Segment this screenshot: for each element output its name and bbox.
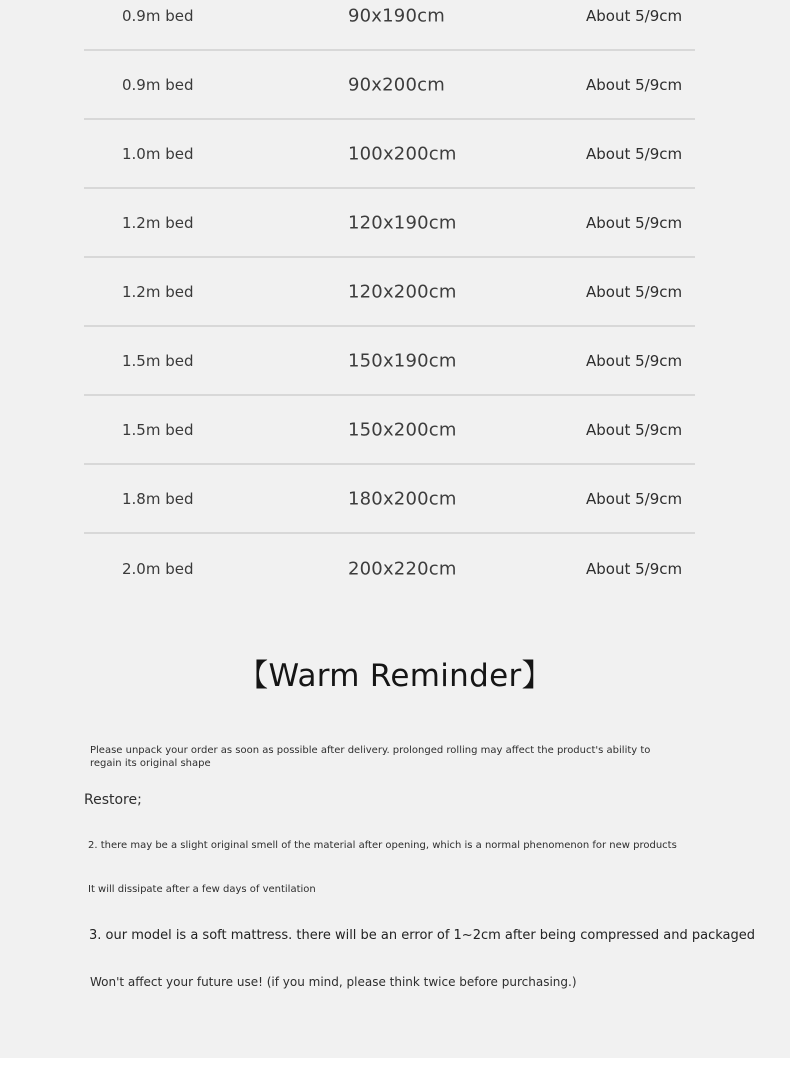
unpack-notice: Please unpack your order as soon as possible after delivery. prolonged rolling may affect the product's ability to regain its original shape <box>90 745 651 769</box>
table-row <box>84 396 695 465</box>
table-row <box>84 534 695 603</box>
bed-size-cell: 1.5m bed <box>122 351 194 370</box>
dimensions-cell: 150x200cm <box>348 419 457 440</box>
bed-size-cell: 0.9m bed <box>122 75 194 94</box>
thickness-cell: About 5/9cm <box>586 489 683 508</box>
dimensions-cell: 180x200cm <box>348 488 457 509</box>
dimensions-cell: 150x190cm <box>348 350 457 371</box>
thickness-cell: About 5/9cm <box>586 420 683 439</box>
thickness-cell: About 5/9cm <box>586 559 683 578</box>
smell-notice: 2. there may be a slight original smell of the material after opening, which is a normal phenomenon for new products <box>88 840 677 851</box>
size-table <box>84 0 695 603</box>
table-row <box>84 258 695 327</box>
bed-size-cell: 1.5m bed <box>122 420 194 439</box>
dimensions-cell: 200x220cm <box>348 558 457 579</box>
bed-size-cell: 1.2m bed <box>122 282 194 301</box>
table-row <box>84 51 695 120</box>
table-row <box>84 0 695 51</box>
bed-size-cell: 2.0m bed <box>122 559 194 578</box>
dimensions-cell: 120x190cm <box>348 212 457 233</box>
thickness-cell: About 5/9cm <box>586 75 683 94</box>
thickness-cell: About 5/9cm <box>586 144 683 163</box>
bed-size-cell: 1.8m bed <box>122 489 194 508</box>
bed-size-cell: 1.0m bed <box>122 144 194 163</box>
purchase-advice: Won't affect your future use! (if you mind, please think twice before purchasing.) <box>90 975 577 989</box>
table-row <box>84 465 695 534</box>
warm-reminder-heading: 【Warm Reminder】 <box>237 658 553 694</box>
table-row <box>84 327 695 396</box>
table-row <box>84 120 695 189</box>
table-row <box>84 189 695 258</box>
thickness-cell: About 5/9cm <box>586 351 683 370</box>
dimensions-cell: 90x200cm <box>348 74 445 95</box>
thickness-cell: About 5/9cm <box>586 282 683 301</box>
dimensions-cell: 90x190cm <box>348 5 445 26</box>
thickness-cell: About 5/9cm <box>586 6 683 25</box>
dimensions-cell: 100x200cm <box>348 143 457 164</box>
bed-size-cell: 1.2m bed <box>122 213 194 232</box>
dimensions-cell: 120x200cm <box>348 281 457 302</box>
ventilation-notice: It will dissipate after a few days of ventilation <box>88 884 316 895</box>
thickness-cell: About 5/9cm <box>586 213 683 232</box>
bed-size-cell: 0.9m bed <box>122 6 194 25</box>
size-error-notice: 3. our model is a soft mattress. there will be an error of 1~2cm after being compressed and packaged <box>89 928 756 943</box>
restore-label: Restore; <box>84 792 142 808</box>
